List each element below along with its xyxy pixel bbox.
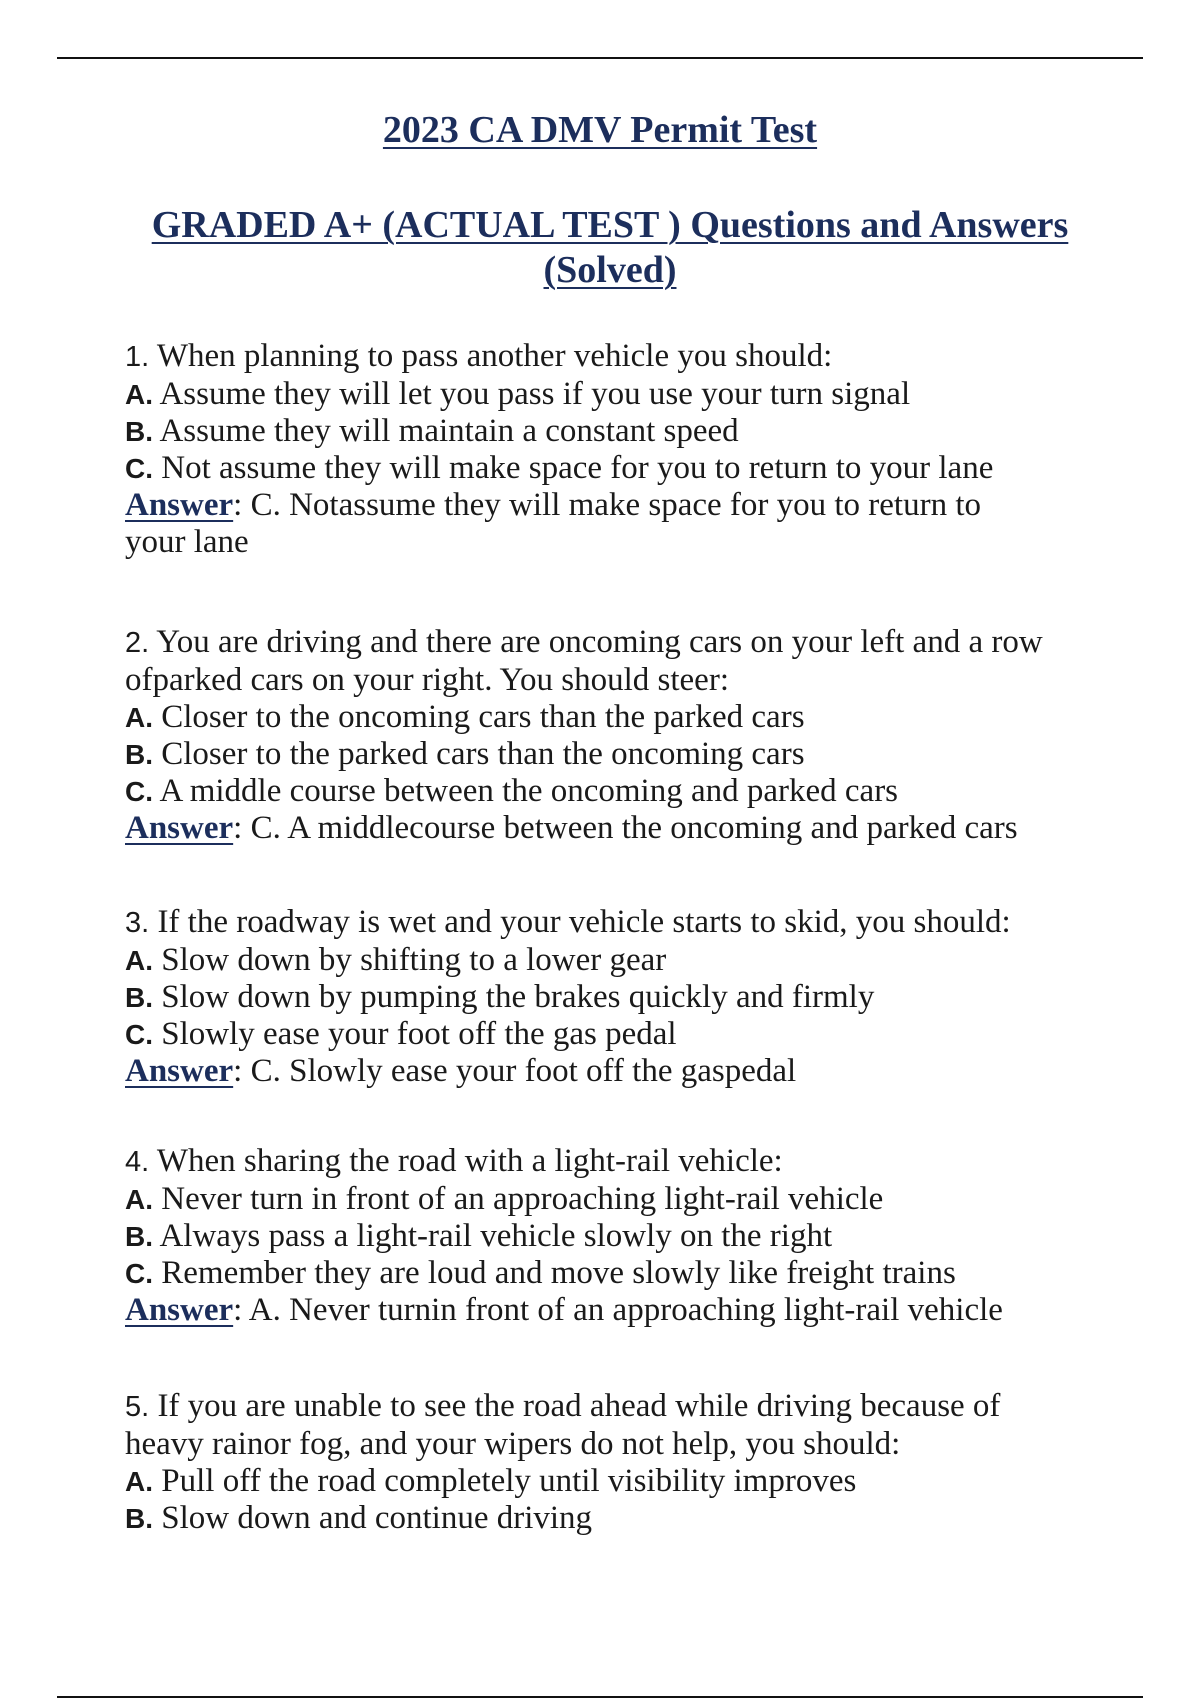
option-letter: C.: [125, 453, 153, 484]
option-letter: C.: [125, 1258, 153, 1289]
top-rule: [57, 57, 1143, 59]
option-text: Slow down by shifting to a lower gear: [161, 942, 667, 978]
option-text: Never turn in front of an approaching light-rail vehicle: [161, 1181, 884, 1217]
question-number: 5.: [125, 1391, 150, 1423]
document-subtitle-text: GRADED A+ (ACTUAL TEST ) Questions and Answers (Solved): [151, 204, 1069, 291]
option-b: [125, 1500, 1115, 1537]
question-block-1: [125, 338, 1115, 561]
question-text: [125, 1143, 1115, 1181]
answer-label: Answer: [125, 1292, 234, 1328]
question-text: [125, 1388, 1085, 1463]
option-c: [125, 1016, 1115, 1053]
option-text: Slow down by pumping the brakes quickly and firmly: [161, 979, 875, 1015]
option-letter: B.: [125, 739, 153, 770]
option-text: Slowly ease your foot off the gas pedal: [161, 1016, 677, 1052]
answer-line: [125, 1053, 1115, 1090]
option-text: Pull off the road completely until visibility improves: [161, 1463, 857, 1499]
option-b: [125, 413, 1115, 450]
option-text: Closer to the oncoming cars than the parked cars: [161, 699, 805, 735]
option-text: Always pass a light-rail vehicle slowly on the right: [159, 1218, 833, 1254]
option-letter: C.: [125, 1019, 153, 1050]
question-number: 1.: [125, 341, 150, 373]
answer-text: : A. Never turnin front of an approaching light-rail vehicle: [233, 1292, 1003, 1328]
option-letter: C.: [125, 776, 153, 807]
option-letter: B.: [125, 982, 153, 1013]
question-prompt: You are driving and there are oncoming cars on your left and a row ofparked cars on your right. You should steer:: [125, 624, 1043, 698]
option-text: Remember they are loud and move slowly like freight trains: [161, 1255, 956, 1291]
question-text: [125, 338, 1115, 376]
option-text: A middle course between the oncoming and parked cars: [159, 773, 899, 809]
option-letter: A.: [125, 702, 153, 733]
question-number: 3.: [125, 907, 150, 939]
question-prompt: When planning to pass another vehicle you should:: [156, 338, 833, 374]
option-b: [125, 979, 1115, 1016]
option-letter: A.: [125, 945, 153, 976]
question-block-5: [125, 1388, 1115, 1537]
answer-label: Answer: [125, 810, 234, 846]
option-a: [125, 1463, 1115, 1500]
option-letter: B.: [125, 416, 153, 447]
option-c: [125, 1255, 1115, 1292]
option-text: Slow down and continue driving: [161, 1500, 593, 1536]
option-text: Closer to the parked cars than the oncoming cars: [161, 736, 805, 772]
question-text: [125, 904, 1115, 942]
answer-line: [125, 1292, 1115, 1329]
question-prompt: If the roadway is wet and your vehicle starts to skid, you should:: [157, 904, 1011, 940]
question-prompt: If you are unable to see the road ahead while driving because of heavy rainor fog, and your wipers do not help, you should:: [125, 1388, 1001, 1462]
answer-label: Answer: [125, 1053, 234, 1089]
bottom-rule: [57, 1696, 1143, 1698]
option-text: Not assume they will make space for you to return to your lane: [161, 450, 994, 486]
option-letter: A.: [125, 1466, 153, 1497]
document-subtitle: [110, 203, 1110, 293]
question-block-2: [125, 624, 1115, 847]
option-text: Assume they will let you pass if you use your turn signal: [159, 376, 911, 412]
answer-text: : C. Slowly ease your foot off the gaspedal: [233, 1053, 797, 1089]
option-a: [125, 1181, 1115, 1218]
option-letter: A.: [125, 379, 153, 410]
document-title: 2023 CA DMV Permit Test: [382, 109, 818, 151]
option-c: [125, 450, 1115, 487]
option-b: [125, 736, 1115, 773]
answer-text: : C. Notassume they will make space for you to return to your lane: [125, 487, 981, 560]
question-prompt: When sharing the road with a light-rail vehicle:: [156, 1143, 783, 1179]
question-block-3: [125, 904, 1115, 1090]
question-block-4: [125, 1143, 1115, 1329]
answer-text: : C. A middlecourse between the oncoming and parked cars: [233, 810, 1018, 846]
question-number: 4.: [125, 1146, 150, 1178]
option-letter: B.: [125, 1503, 153, 1534]
option-a: [125, 376, 1115, 413]
answer-line: [125, 487, 995, 561]
option-a: [125, 942, 1115, 979]
answer-line: [125, 810, 1115, 847]
option-c: [125, 773, 1115, 810]
answer-label: Answer: [125, 487, 234, 523]
option-a: [125, 699, 1115, 736]
option-letter: B.: [125, 1221, 153, 1252]
option-text: Assume they will maintain a constant speed: [159, 413, 739, 449]
question-number: 2.: [125, 627, 150, 659]
question-text: [125, 624, 1085, 699]
option-b: [125, 1218, 1115, 1255]
option-letter: A.: [125, 1184, 153, 1215]
